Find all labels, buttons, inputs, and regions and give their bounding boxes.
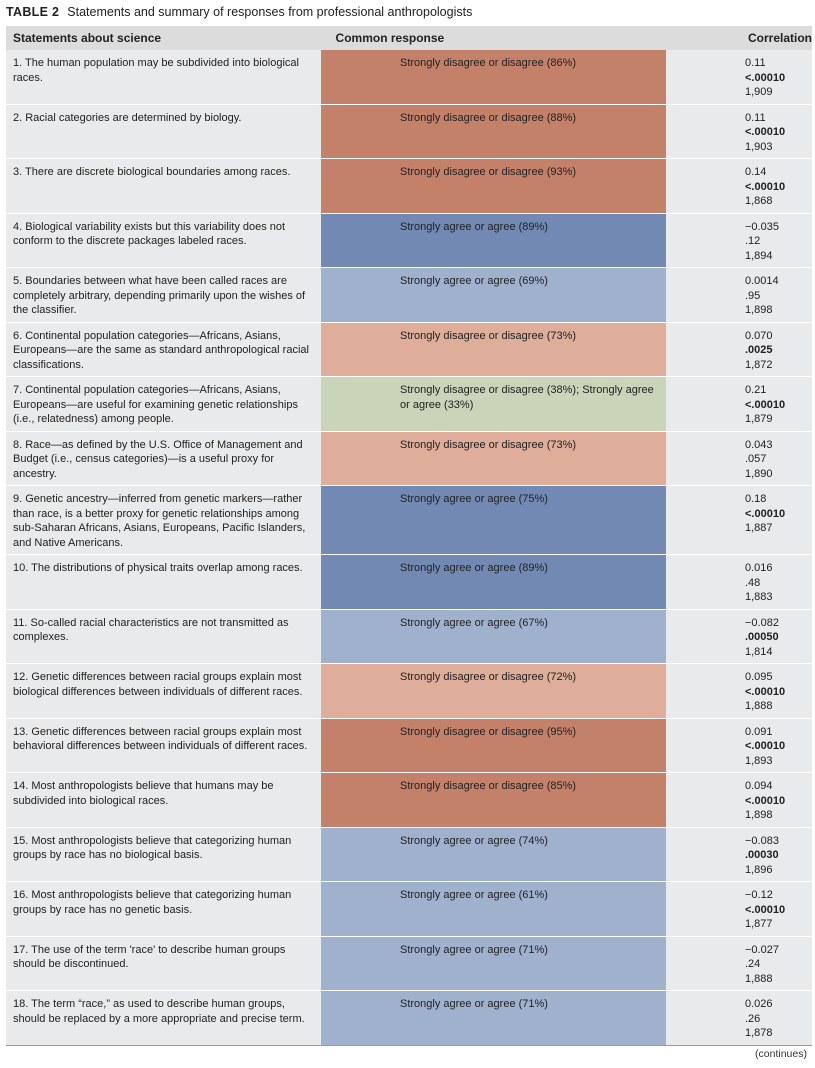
correlation-p: .00030 bbox=[745, 849, 779, 861]
correlation-r: −0.083 bbox=[745, 834, 779, 847]
correlation-r: −0.035 bbox=[745, 220, 779, 233]
correlation-p: <.00010 bbox=[745, 398, 786, 411]
table-row bbox=[6, 828, 812, 883]
correlation-cell bbox=[666, 828, 812, 882]
statement-cell: 12. Genetic differences between racial groups explain most biological differences between individuals of different races. bbox=[6, 664, 321, 718]
correlation-p: <.00010 bbox=[745, 71, 786, 84]
correlation-n: 1,903 bbox=[745, 140, 773, 153]
header-correlation: Correlation bbox=[747, 31, 812, 45]
correlation-n: 1,878 bbox=[745, 1027, 773, 1039]
table-row bbox=[6, 882, 812, 937]
correlation-r: 0.0014 bbox=[745, 275, 779, 287]
statement-cell: 17. The use of the term 'race' to describe human groups should be discontinued. bbox=[6, 937, 321, 991]
table-row bbox=[6, 773, 812, 828]
table-caption bbox=[6, 3, 472, 21]
table-row bbox=[6, 214, 812, 269]
response-cell: Strongly disagree or disagree (93%) bbox=[321, 159, 666, 213]
response-cell: Strongly agree or agree (89%) bbox=[321, 555, 666, 609]
table-row bbox=[6, 719, 812, 774]
statement-cell: 6. Continental population categories—Africans, Asians, Europeans—are the same as standard anthropological racial classifications. bbox=[6, 323, 321, 377]
statement-cell: 9. Genetic ancestry—inferred from genetic markers—rather than race, is a better proxy for genetic relationships among sub-Saharan Africans, Asians, Europeans, Pacific Islanders, and Native Americans. bbox=[6, 486, 321, 554]
correlation-cell bbox=[666, 991, 812, 1045]
statement-cell: 1. The human population may be subdivided into biological races. bbox=[6, 50, 321, 104]
correlation-r: 0.21 bbox=[745, 384, 767, 396]
response-cell: Strongly agree or agree (69%) bbox=[321, 268, 666, 322]
correlation-cell bbox=[666, 50, 812, 104]
correlation-p: .48 bbox=[745, 576, 761, 589]
correlation-n: 1,890 bbox=[745, 467, 773, 480]
correlation-cell bbox=[666, 664, 812, 718]
response-cell: Strongly disagree or disagree (86%) bbox=[321, 50, 666, 104]
correlation-n: 1,877 bbox=[745, 918, 773, 930]
header-response: Common response bbox=[335, 31, 445, 45]
statement-cell: 2. Racial categories are determined by biology. bbox=[6, 105, 321, 159]
statement-cell: 16. Most anthropologists believe that categorizing human groups by race has no genetic basis. bbox=[6, 882, 321, 936]
correlation-cell bbox=[666, 159, 812, 213]
correlation-n: 1,868 bbox=[745, 195, 773, 207]
header-statement: Statements about science bbox=[13, 31, 162, 45]
table-header-row bbox=[6, 26, 812, 50]
correlation-cell bbox=[666, 719, 812, 773]
response-cell: Strongly agree or agree (67%) bbox=[321, 610, 666, 664]
table-row bbox=[6, 555, 812, 610]
correlation-cell bbox=[666, 432, 812, 486]
correlation-cell bbox=[666, 555, 812, 609]
correlation-p: <.00010 bbox=[745, 740, 786, 752]
response-cell: Strongly agree or agree (75%) bbox=[321, 486, 666, 554]
statement-cell: 7. Continental population categories—Africans, Asians, Europeans—are useful for examining genetic relationships (i.e., relatedness) among people. bbox=[6, 377, 321, 431]
correlation-p: <.00010 bbox=[745, 180, 786, 193]
statement-cell: 4. Biological variability exists but this variability does not conform to the discrete packages labeled races. bbox=[6, 214, 321, 268]
correlation-n: 1,879 bbox=[745, 413, 773, 425]
table-title: Statements and summary of responses from professional anthropologists bbox=[67, 5, 473, 19]
correlation-r: 0.026 bbox=[745, 998, 773, 1010]
correlation-r: 0.14 bbox=[745, 166, 767, 178]
correlation-n: 1,898 bbox=[745, 809, 773, 821]
statement-cell: 10. The distributions of physical traits overlap among races. bbox=[6, 555, 321, 609]
continues-note: (continues) bbox=[755, 1048, 807, 1060]
statement-cell: 8. Race—as defined by the U.S. Office of Management and Budget (i.e., census categories)—is a useful proxy for ancestry. bbox=[6, 432, 321, 486]
correlation-r: 0.11 bbox=[745, 57, 766, 69]
correlation-n: 1,893 bbox=[745, 754, 773, 767]
correlation-r: 0.11 bbox=[745, 111, 766, 124]
table-row bbox=[6, 105, 812, 160]
table-body bbox=[6, 50, 812, 1046]
response-cell: Strongly agree or agree (74%) bbox=[321, 828, 666, 882]
correlation-r: 0.043 bbox=[745, 438, 773, 451]
correlation-n: 1,872 bbox=[745, 358, 773, 371]
statement-cell: 11. So-called racial characteristics are not transmitted as complexes. bbox=[6, 610, 321, 664]
correlation-cell bbox=[666, 268, 812, 322]
table-row bbox=[6, 991, 812, 1046]
correlation-p: .0025 bbox=[745, 344, 773, 356]
table-row bbox=[6, 159, 812, 214]
correlation-cell bbox=[666, 486, 812, 554]
correlation-r: 0.094 bbox=[745, 780, 773, 792]
correlation-p: <.00010 bbox=[745, 507, 786, 520]
correlation-r: −0.082 bbox=[745, 616, 779, 629]
correlation-r: 0.016 bbox=[745, 562, 773, 574]
correlation-n: 1,888 bbox=[745, 700, 773, 712]
correlation-p: <.00010 bbox=[745, 794, 786, 807]
correlation-p: <.00010 bbox=[745, 685, 786, 698]
response-cell: Strongly disagree or disagree (88%) bbox=[321, 105, 666, 159]
response-cell: Strongly agree or agree (71%) bbox=[321, 991, 666, 1045]
correlation-cell bbox=[666, 610, 812, 664]
correlation-p: .95 bbox=[745, 289, 761, 302]
correlation-n: 1,898 bbox=[745, 304, 773, 316]
correlation-cell bbox=[666, 323, 812, 377]
correlation-r: −0.027 bbox=[745, 943, 779, 956]
correlation-p: .12 bbox=[745, 235, 761, 247]
response-cell: Strongly agree or agree (89%) bbox=[321, 214, 666, 268]
table-row bbox=[6, 486, 812, 555]
correlation-n: 1,894 bbox=[745, 249, 773, 262]
response-cell: Strongly agree or agree (61%) bbox=[321, 882, 666, 936]
correlation-r: −0.12 bbox=[745, 889, 773, 901]
correlation-n: 1,887 bbox=[745, 522, 773, 534]
correlation-p: .057 bbox=[745, 453, 767, 465]
response-cell: Strongly disagree or disagree (72%) bbox=[321, 664, 666, 718]
table-row bbox=[6, 377, 812, 432]
correlation-cell bbox=[666, 882, 812, 936]
correlation-cell bbox=[666, 773, 812, 827]
correlation-p: <.00010 bbox=[745, 126, 786, 138]
table-row bbox=[6, 323, 812, 378]
table-row bbox=[6, 50, 812, 105]
response-cell: Strongly disagree or disagree (95%) bbox=[321, 719, 666, 773]
response-cell: Strongly disagree or disagree (38%); Strongly agree or agree (33%) bbox=[321, 377, 666, 431]
correlation-cell bbox=[666, 214, 812, 268]
statement-cell: 3. There are discrete biological boundaries among races. bbox=[6, 159, 321, 213]
correlation-p: .26 bbox=[745, 1012, 761, 1025]
correlation-n: 1,883 bbox=[745, 591, 773, 603]
correlation-p: .24 bbox=[745, 958, 761, 970]
statement-cell: 5. Boundaries between what have been called races are completely arbitrary, depending primarily upon the wishes of the classifier. bbox=[6, 268, 321, 322]
response-cell: Strongly disagree or disagree (85%) bbox=[321, 773, 666, 827]
table-row bbox=[6, 268, 812, 323]
correlation-n: 1,909 bbox=[745, 86, 773, 98]
correlation-n: 1,888 bbox=[745, 972, 773, 985]
response-cell: Strongly disagree or disagree (73%) bbox=[321, 432, 666, 486]
statement-cell: 14. Most anthropologists believe that humans may be subdivided into biological races. bbox=[6, 773, 321, 827]
correlation-cell bbox=[666, 937, 812, 991]
correlation-r: 0.070 bbox=[745, 329, 773, 342]
correlation-n: 1,896 bbox=[745, 863, 773, 876]
correlation-r: 0.091 bbox=[745, 725, 773, 738]
table-row bbox=[6, 432, 812, 487]
table-label: TABLE 2 bbox=[6, 5, 60, 19]
response-cell: Strongly disagree or disagree (73%) bbox=[321, 323, 666, 377]
correlation-r: 0.18 bbox=[745, 493, 767, 505]
responses-table bbox=[6, 26, 812, 1046]
table-row bbox=[6, 937, 812, 992]
correlation-p: <.00010 bbox=[745, 903, 786, 916]
correlation-cell bbox=[666, 377, 812, 431]
correlation-r: 0.095 bbox=[745, 671, 773, 683]
correlation-n: 1,814 bbox=[745, 645, 773, 658]
statement-cell: 15. Most anthropologists believe that categorizing human groups by race has no biological basis. bbox=[6, 828, 321, 882]
statement-cell: 13. Genetic differences between racial groups explain most behavioral differences between individuals of different races. bbox=[6, 719, 321, 773]
correlation-cell bbox=[666, 105, 812, 159]
statement-cell: 18. The term “race,” as used to describe human groups, should be replaced by a more appropriate and precise term. bbox=[6, 991, 321, 1045]
table-row bbox=[6, 664, 812, 719]
response-cell: Strongly agree or agree (71%) bbox=[321, 937, 666, 991]
table-row bbox=[6, 610, 812, 665]
correlation-p: .00050 bbox=[745, 631, 779, 643]
